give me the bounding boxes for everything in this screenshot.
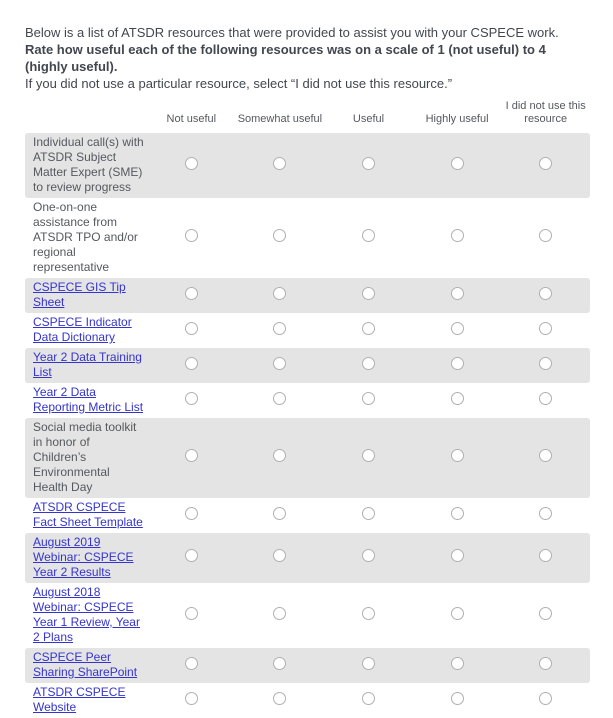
choice-cell-somewhat-useful[interactable] — [236, 383, 325, 418]
resource-label-cell — [25, 533, 147, 583]
radio-did-not-use[interactable] — [539, 287, 552, 300]
choice-cell-somewhat-useful[interactable] — [236, 648, 325, 683]
resource-label-cell — [25, 498, 147, 533]
choice-cell-highly-useful[interactable] — [413, 383, 502, 418]
radio-not-useful[interactable] — [185, 449, 198, 462]
radio-somewhat-useful[interactable] — [273, 392, 286, 405]
radio-highly-useful[interactable] — [451, 549, 464, 562]
choice-cell-not-useful[interactable] — [147, 418, 236, 498]
resource-row — [25, 533, 590, 583]
resource-label: Individual call(s) with ATSDR Subject Matter Expert (SME) to review progress — [33, 135, 144, 194]
choice-cell-not-useful[interactable] — [147, 383, 236, 418]
radio-not-useful[interactable] — [185, 549, 198, 562]
choice-cell-useful[interactable] — [324, 498, 413, 533]
radio-highly-useful[interactable] — [451, 157, 464, 170]
radio-useful[interactable] — [362, 657, 375, 670]
resource-row — [25, 278, 590, 313]
radio-did-not-use[interactable] — [539, 657, 552, 670]
choice-cell-somewhat-useful[interactable] — [236, 133, 325, 198]
resource-label-cell — [25, 313, 147, 348]
resource-row — [25, 583, 590, 648]
choice-cell-did-not-use[interactable] — [501, 278, 590, 313]
radio-did-not-use[interactable] — [539, 692, 552, 705]
choice-cell-useful[interactable] — [324, 383, 413, 418]
choice-cell-somewhat-useful[interactable] — [236, 313, 325, 348]
radio-highly-useful[interactable] — [451, 692, 464, 705]
choice-cell-useful[interactable] — [324, 133, 413, 198]
intro-line-3: If you did not use a particular resource, select “I did not use this resource.” — [25, 76, 453, 91]
radio-highly-useful[interactable] — [451, 607, 464, 620]
radio-somewhat-useful[interactable] — [273, 229, 286, 242]
intro-line-1: Below is a list of ATSDR resources that were provided to assist you with your CSPECE work. — [25, 25, 559, 40]
choice-cell-useful[interactable] — [324, 648, 413, 683]
resource-link[interactable]: ATSDR CSPECE Website — [33, 685, 126, 714]
choice-cell-not-useful[interactable] — [147, 583, 236, 648]
resource-link[interactable]: ATSDR CSPECE Fact Sheet Template — [33, 500, 143, 529]
radio-highly-useful[interactable] — [451, 229, 464, 242]
radio-highly-useful[interactable] — [451, 657, 464, 670]
choice-cell-useful[interactable] — [324, 683, 413, 718]
choice-cell-did-not-use[interactable] — [501, 383, 590, 418]
radio-not-useful[interactable] — [185, 322, 198, 335]
choice-cell-highly-useful[interactable] — [413, 498, 502, 533]
resource-link[interactable]: CSPECE Peer Sharing SharePoint — [33, 650, 138, 679]
radio-did-not-use[interactable] — [539, 549, 552, 562]
choice-cell-somewhat-useful[interactable] — [236, 498, 325, 533]
choice-cell-did-not-use[interactable] — [501, 683, 590, 718]
radio-somewhat-useful[interactable] — [273, 657, 286, 670]
choice-cell-not-useful[interactable] — [147, 498, 236, 533]
choice-cell-did-not-use[interactable] — [501, 348, 590, 383]
radio-useful[interactable] — [362, 287, 375, 300]
matrix-corner-cell — [25, 100, 147, 133]
radio-highly-useful[interactable] — [451, 392, 464, 405]
choice-cell-not-useful[interactable] — [147, 133, 236, 198]
choice-cell-somewhat-useful[interactable] — [236, 418, 325, 498]
column-header-somewhat-useful: Somewhat useful — [237, 113, 323, 125]
radio-did-not-use[interactable] — [539, 392, 552, 405]
radio-not-useful[interactable] — [185, 357, 198, 370]
resource-row — [25, 348, 590, 383]
resource-row — [25, 383, 590, 418]
choice-cell-did-not-use[interactable] — [501, 533, 590, 583]
radio-somewhat-useful[interactable] — [273, 507, 286, 520]
resource-link[interactable]: August 2018 Webinar: CSPECE Year 1 Review, Year 2 Plans — [33, 585, 140, 644]
choice-cell-highly-useful[interactable] — [413, 583, 502, 648]
choice-cell-somewhat-useful[interactable] — [236, 198, 325, 278]
choice-cell-somewhat-useful[interactable] — [236, 683, 325, 718]
resource-label-cell — [25, 198, 147, 278]
matrix-header-row — [25, 100, 590, 133]
choice-cell-useful[interactable] — [324, 418, 413, 498]
radio-did-not-use[interactable] — [539, 357, 552, 370]
choice-cell-somewhat-useful[interactable] — [236, 348, 325, 383]
choice-cell-highly-useful[interactable] — [413, 348, 502, 383]
resource-row — [25, 683, 590, 718]
radio-somewhat-useful[interactable] — [273, 607, 286, 620]
radio-useful[interactable] — [362, 607, 375, 620]
radio-useful[interactable] — [362, 357, 375, 370]
radio-did-not-use[interactable] — [539, 449, 552, 462]
radio-highly-useful[interactable] — [451, 357, 464, 370]
resource-row — [25, 133, 590, 198]
question-instructions — [25, 24, 592, 92]
choice-cell-highly-useful[interactable] — [413, 648, 502, 683]
radio-not-useful[interactable] — [185, 229, 198, 242]
choice-cell-did-not-use[interactable] — [501, 313, 590, 348]
resource-row — [25, 313, 590, 348]
radio-not-useful[interactable] — [185, 692, 198, 705]
resource-row — [25, 418, 590, 498]
choice-cell-did-not-use[interactable] — [501, 418, 590, 498]
radio-useful[interactable] — [362, 157, 375, 170]
choice-cell-useful[interactable] — [324, 198, 413, 278]
choice-cell-highly-useful[interactable] — [413, 418, 502, 498]
resource-label: Social media toolkit in honor of Children’s Environmental Health Day — [33, 420, 137, 494]
choice-cell-not-useful[interactable] — [147, 683, 236, 718]
radio-did-not-use[interactable] — [539, 322, 552, 335]
column-header-useful: Useful — [352, 113, 385, 125]
column-header-did-not-use: I did not use this resource — [505, 100, 586, 125]
choice-cell-somewhat-useful[interactable] — [236, 278, 325, 313]
choice-cell-highly-useful[interactable] — [413, 683, 502, 718]
radio-somewhat-useful[interactable] — [273, 357, 286, 370]
choice-cell-not-useful[interactable] — [147, 313, 236, 348]
matrix-body — [25, 133, 590, 718]
column-header-highly-useful: Highly useful — [425, 113, 489, 125]
choice-cell-highly-useful[interactable] — [413, 313, 502, 348]
resource-label: One-on-one assistance from ATSDR TPO and/or regional representative — [33, 200, 138, 274]
resource-label-cell — [25, 683, 147, 718]
radio-did-not-use[interactable] — [539, 229, 552, 242]
resource-link[interactable]: CSPECE Indicator Data Dictionary — [33, 315, 132, 344]
choice-cell-did-not-use[interactable] — [501, 648, 590, 683]
radio-not-useful[interactable] — [185, 392, 198, 405]
resource-row — [25, 648, 590, 683]
choice-cell-highly-useful[interactable] — [413, 533, 502, 583]
choice-cell-did-not-use[interactable] — [501, 498, 590, 533]
radio-highly-useful[interactable] — [451, 322, 464, 335]
choice-cell-not-useful[interactable] — [147, 198, 236, 278]
choice-cell-not-useful[interactable] — [147, 278, 236, 313]
resource-label-cell — [25, 278, 147, 313]
radio-useful[interactable] — [362, 392, 375, 405]
radio-useful[interactable] — [362, 507, 375, 520]
choice-cell-useful[interactable] — [324, 348, 413, 383]
choice-cell-did-not-use[interactable] — [501, 133, 590, 198]
resource-link[interactable]: Year 2 Data Reporting Metric List — [33, 385, 144, 414]
column-header-not-useful: Not useful — [166, 113, 217, 125]
radio-not-useful[interactable] — [185, 157, 198, 170]
radio-highly-useful[interactable] — [451, 449, 464, 462]
resource-row — [25, 498, 590, 533]
radio-useful[interactable] — [362, 449, 375, 462]
choice-cell-somewhat-useful[interactable] — [236, 533, 325, 583]
radio-highly-useful[interactable] — [451, 287, 464, 300]
resource-link[interactable]: Year 2 Data Training List — [33, 350, 142, 379]
radio-did-not-use[interactable] — [539, 507, 552, 520]
choice-cell-highly-useful[interactable] — [413, 278, 502, 313]
radio-not-useful[interactable] — [185, 657, 198, 670]
choice-cell-useful[interactable] — [324, 313, 413, 348]
resource-label-cell — [25, 583, 147, 648]
choice-cell-did-not-use[interactable] — [501, 198, 590, 278]
choice-cell-not-useful[interactable] — [147, 348, 236, 383]
radio-not-useful[interactable] — [185, 507, 198, 520]
radio-somewhat-useful[interactable] — [273, 322, 286, 335]
resource-label-cell — [25, 418, 147, 498]
choice-cell-useful[interactable] — [324, 278, 413, 313]
radio-useful[interactable] — [362, 229, 375, 242]
choice-cell-did-not-use[interactable] — [501, 583, 590, 648]
radio-did-not-use[interactable] — [539, 157, 552, 170]
resource-row — [25, 198, 590, 278]
choice-cell-highly-useful[interactable] — [413, 198, 502, 278]
radio-useful[interactable] — [362, 322, 375, 335]
resource-label-cell — [25, 383, 147, 418]
resource-label-cell — [25, 348, 147, 383]
intro-line-2-bold: Rate how useful each of the following resources was on a scale of 1 (not useful) to 4 (highly useful). — [25, 42, 546, 74]
radio-did-not-use[interactable] — [539, 607, 552, 620]
radio-somewhat-useful[interactable] — [273, 287, 286, 300]
choice-cell-useful[interactable] — [324, 583, 413, 648]
radio-highly-useful[interactable] — [451, 507, 464, 520]
resource-rating-matrix — [25, 100, 590, 718]
choice-cell-highly-useful[interactable] — [413, 133, 502, 198]
radio-not-useful[interactable] — [185, 607, 198, 620]
resource-link[interactable]: August 2019 Webinar: CSPECE Year 2 Results — [33, 535, 134, 579]
radio-somewhat-useful[interactable] — [273, 157, 286, 170]
resource-label-cell — [25, 648, 147, 683]
radio-not-useful[interactable] — [185, 287, 198, 300]
choice-cell-not-useful[interactable] — [147, 533, 236, 583]
radio-somewhat-useful[interactable] — [273, 449, 286, 462]
resource-label-cell — [25, 133, 147, 198]
choice-cell-not-useful[interactable] — [147, 648, 236, 683]
resource-link[interactable]: CSPECE GIS Tip Sheet — [33, 280, 126, 309]
choice-cell-useful[interactable] — [324, 533, 413, 583]
radio-useful[interactable] — [362, 549, 375, 562]
radio-useful[interactable] — [362, 692, 375, 705]
radio-somewhat-useful[interactable] — [273, 549, 286, 562]
radio-somewhat-useful[interactable] — [273, 692, 286, 705]
choice-cell-somewhat-useful[interactable] — [236, 583, 325, 648]
